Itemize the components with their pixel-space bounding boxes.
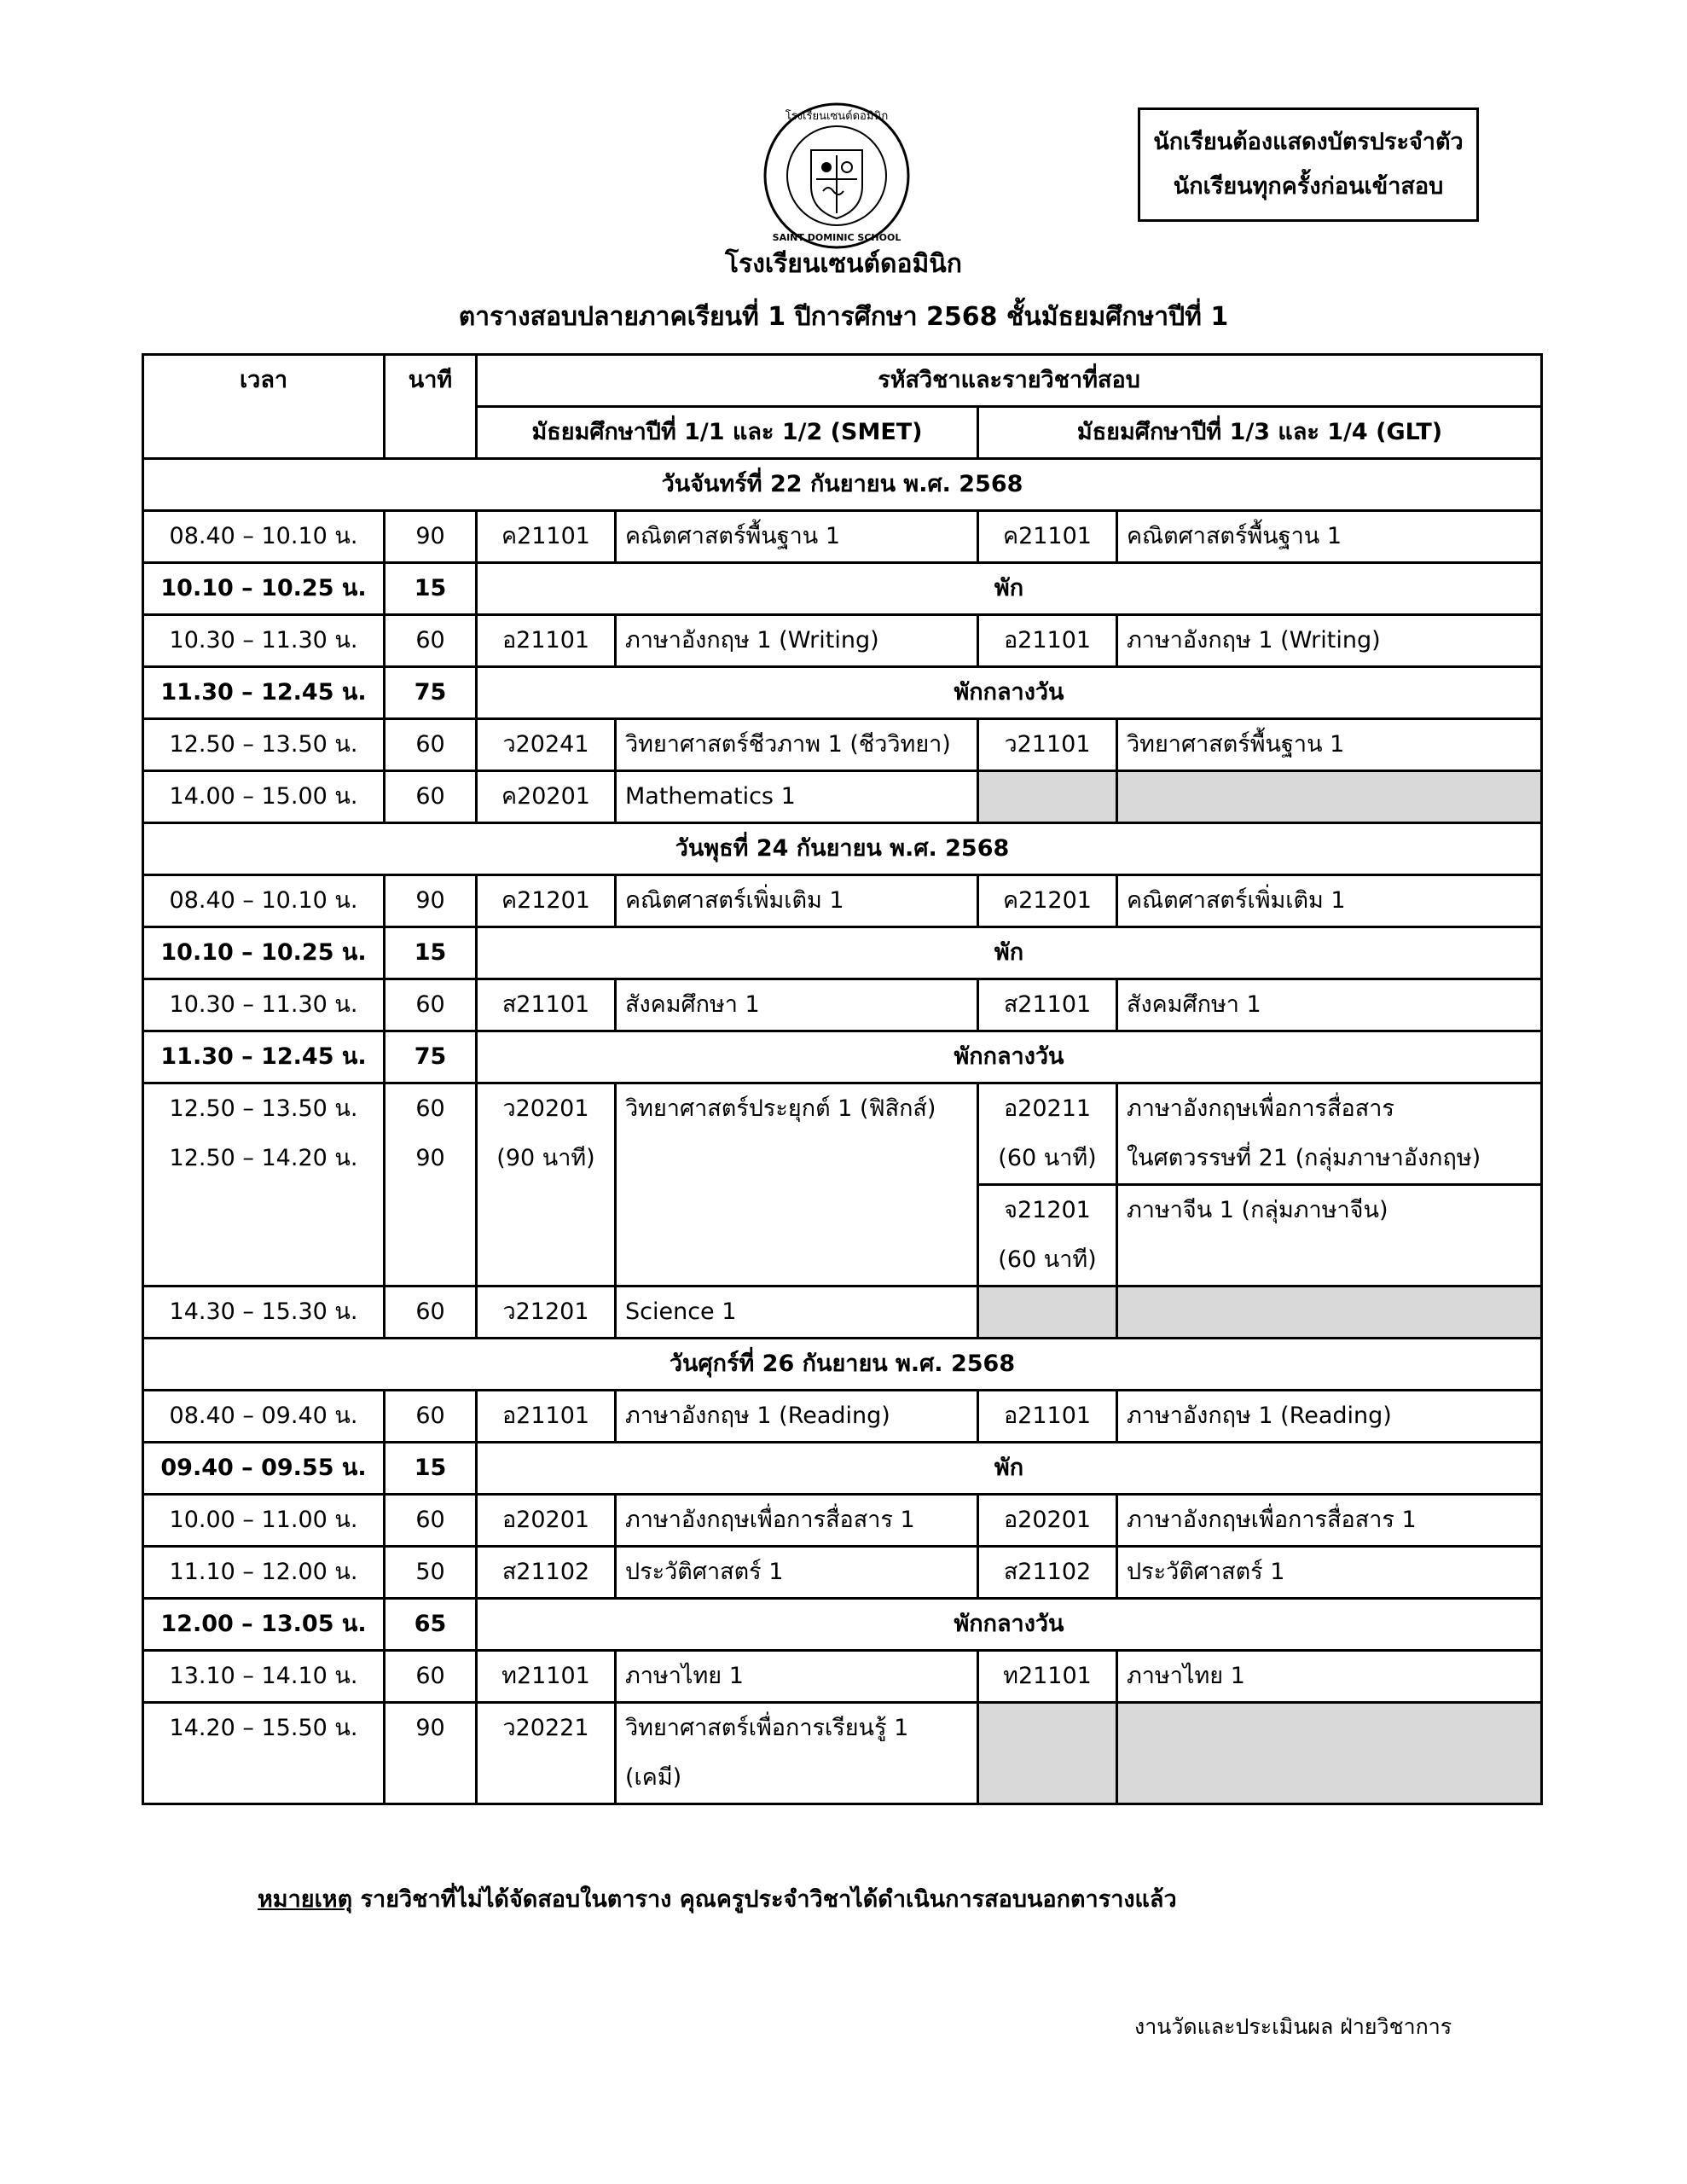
school-name: โรงเรียนเซนต์ดอมินิก	[725, 249, 962, 279]
time-cell: 10.30 – 11.30 น.	[143, 615, 385, 667]
break-label: พัก	[477, 1443, 1542, 1495]
subject-cell-b: ภาษาไทย 1	[1117, 1651, 1542, 1703]
id-card-notice	[1138, 107, 1479, 222]
subject-cell-b: สังคมศึกษา 1	[1117, 979, 1542, 1031]
subject-cell-a: สังคมศึกษา 1	[616, 979, 978, 1031]
minutes-cell: 60	[385, 1287, 477, 1339]
code-cell-a: อ21101	[477, 615, 616, 667]
time-cell: 10.00 – 11.00 น.	[143, 1495, 385, 1547]
table-row	[143, 875, 1542, 927]
school-logo	[762, 101, 912, 251]
subject-cell-a: ประวัติศาสตร์ 1	[616, 1547, 978, 1599]
time-cell: 12.50 – 13.50 น.	[143, 719, 385, 771]
code-cell-a	[477, 1083, 616, 1287]
day-label: วันจันทร์ที่ 22 กันยายน พ.ศ. 2568	[143, 459, 1542, 511]
day-row	[143, 823, 1542, 875]
subject-cell-b: ประวัติศาสตร์ 1	[1117, 1547, 1542, 1599]
code-cell-b: ค21201	[978, 875, 1117, 927]
code-cell-b	[978, 1083, 1117, 1185]
header-group-smet: มัธยมศึกษาปีที่ 1/1 และ 1/2 (SMET)	[477, 407, 978, 459]
time-cell: 13.10 – 14.10 น.	[143, 1651, 385, 1703]
minutes-cell: 90	[385, 875, 477, 927]
break-label: พักกลางวัน	[477, 667, 1542, 719]
code-cell-b: ท21101	[978, 1651, 1117, 1703]
code-cell-a: ส21102	[477, 1547, 616, 1599]
minutes-cell: 60	[385, 615, 477, 667]
minutes-line-2: 90	[415, 1145, 445, 1171]
subject-cell-b: คณิตศาสตร์เพิ่มเติม 1	[1117, 875, 1542, 927]
time-line-1: 12.50 – 13.50 น.	[169, 1095, 358, 1122]
subject-cell-a	[616, 1703, 978, 1804]
time-cell: 11.10 – 12.00 น.	[143, 1547, 385, 1599]
empty-cell	[978, 771, 1117, 823]
minutes-cell: 60	[385, 1651, 477, 1703]
minutes-cell: 60	[385, 1495, 477, 1547]
break-row	[143, 1599, 1542, 1651]
break-label: พักกลางวัน	[477, 1031, 1542, 1083]
time-cell: 10.10 – 10.25 น.	[143, 563, 385, 615]
subject-cell-a: Science 1	[616, 1287, 978, 1339]
empty-cell	[1117, 1703, 1542, 1804]
day-row	[143, 459, 1542, 511]
code-line-1: อ20211	[1003, 1095, 1092, 1122]
break-label: พัก	[477, 927, 1542, 979]
subject-cell-c: ภาษาจีน 1 (กลุ่มภาษาจีน)	[1117, 1185, 1542, 1287]
empty-cell	[978, 1703, 1117, 1804]
minutes-cell: 15	[385, 563, 477, 615]
time-cell: 12.00 – 13.05 น.	[143, 1599, 385, 1651]
time-cell: 10.10 – 10.25 น.	[143, 927, 385, 979]
minutes-cell: 60	[385, 719, 477, 771]
time-line-2: 12.50 – 14.20 น.	[169, 1145, 358, 1171]
time-cell: 08.40 – 09.40 น.	[143, 1391, 385, 1443]
minutes-cell: 65	[385, 1599, 477, 1651]
minutes-cell	[385, 1083, 477, 1287]
remark-label: หมายเหตุ	[258, 1886, 353, 1913]
subject-cell-b: วิทยาศาสตร์พื้นฐาน 1	[1117, 719, 1542, 771]
table-row	[143, 1391, 1542, 1443]
subject-cell-a: วิทยาศาสตร์ประยุกต์ 1 (ฟิสิกส์)	[616, 1083, 978, 1287]
subject-cell-a: Mathematics 1	[616, 771, 978, 823]
code-line-1: ว20201	[502, 1095, 589, 1122]
notice-line-2: นักเรียนทุกครั้งก่อนเข้าสอบ	[1173, 173, 1444, 200]
minutes-line-1: 60	[415, 1095, 445, 1122]
code-cell-b: อ21101	[978, 1391, 1117, 1443]
table-row	[143, 979, 1542, 1031]
code-cell-a: ว20241	[477, 719, 616, 771]
time-cell: 08.40 – 10.10 น.	[143, 875, 385, 927]
table-row	[143, 1287, 1542, 1339]
time-cell: 14.20 – 15.50 น.	[143, 1703, 385, 1804]
code-line-2: (90 นาที)	[496, 1145, 595, 1171]
code-cell-c	[978, 1185, 1117, 1287]
minutes-cell: 15	[385, 927, 477, 979]
code-cell-a: ค21201	[477, 875, 616, 927]
time-cell: 10.30 – 11.30 น.	[143, 979, 385, 1031]
break-label: พัก	[477, 563, 1542, 615]
remark	[258, 1880, 1177, 1917]
break-label: พักกลางวัน	[477, 1599, 1542, 1651]
header-subjects: รหัสวิชาและรายวิชาที่สอบ	[477, 355, 1542, 407]
schedule-title: ตารางสอบปลายภาคเรียนที่ 1 ปีการศึกษา 2568 ชั้นมัธยมศึกษาปีที่ 1	[458, 302, 1229, 332]
code-cell-a: ส21101	[477, 979, 616, 1031]
table-row	[143, 1703, 1542, 1804]
minutes-cell: 60	[385, 979, 477, 1031]
footer-department: งานวัดและประเมินผล ฝ่ายวิชาการ	[1134, 2014, 1452, 2039]
table-row	[143, 1547, 1542, 1599]
header-minutes: นาที	[385, 355, 477, 459]
code-cell-a: ค20201	[477, 771, 616, 823]
minutes-cell: 90	[385, 1703, 477, 1804]
subject-cell-a: วิทยาศาสตร์ชีวภาพ 1 (ชีววิทยา)	[616, 719, 978, 771]
table-row	[143, 1495, 1542, 1547]
subject-line-2: (เคมี)	[625, 1764, 682, 1791]
code-cell-b: ส21102	[978, 1547, 1117, 1599]
break-row	[143, 927, 1542, 979]
minutes-cell: 15	[385, 1443, 477, 1495]
subject-line-2: ในศตวรรษที่ 21 (กลุ่มภาษาอังกฤษ)	[1127, 1145, 1481, 1171]
subject-cell-b: ภาษาอังกฤษเพื่อการสื่อสาร 1	[1117, 1495, 1542, 1547]
subject-cell-a: คณิตศาสตร์พื้นฐาน 1	[616, 511, 978, 563]
minutes-cell: 60	[385, 1391, 477, 1443]
code-cell-a: ท21101	[477, 1651, 616, 1703]
day-label: วันศุกร์ที่ 26 กันยายน พ.ศ. 2568	[143, 1339, 1542, 1391]
code-cell-a: ค21101	[477, 511, 616, 563]
minutes-cell: 90	[385, 511, 477, 563]
exam-schedule-table	[142, 353, 1543, 1805]
notice-line-1: นักเรียนต้องแสดงบัตรประจำตัว	[1153, 129, 1464, 155]
table-row	[143, 615, 1542, 667]
code-cell-a: อ21101	[477, 1391, 616, 1443]
time-cell	[143, 1083, 385, 1287]
code-cell-b: ค21101	[978, 511, 1117, 563]
code-cell-b: ว21101	[978, 719, 1117, 771]
code-line-2: (60 นาที)	[998, 1246, 1097, 1273]
day-label: วันพุธที่ 24 กันยายน พ.ศ. 2568	[143, 823, 1542, 875]
logo-text-bottom: SAINT DOMINIC SCHOOL	[772, 232, 901, 243]
table-row	[143, 1083, 1542, 1185]
subject-cell-b: ภาษาอังกฤษ 1 (Reading)	[1117, 1391, 1542, 1443]
code-line-1: จ21201	[1004, 1197, 1091, 1223]
code-cell-b: อ20201	[978, 1495, 1117, 1547]
subject-cell-a: ภาษาอังกฤษ 1 (Writing)	[616, 615, 978, 667]
subject-line-1: ภาษาอังกฤษเพื่อการสื่อสาร	[1127, 1095, 1394, 1122]
remark-text: รายวิชาที่ไม่ได้จัดสอบในตาราง คุณครูประจำวิชาได้ดำเนินการสอบนอกตารางแล้ว	[352, 1886, 1177, 1913]
header-row	[143, 355, 1542, 407]
subject-cell-b	[1117, 1083, 1542, 1185]
header-group-glt: มัธยมศึกษาปีที่ 1/3 และ 1/4 (GLT)	[978, 407, 1542, 459]
time-cell: 11.30 – 12.45 น.	[143, 1031, 385, 1083]
table-row	[143, 1651, 1542, 1703]
day-row	[143, 1339, 1542, 1391]
code-cell-a: อ20201	[477, 1495, 616, 1547]
minutes-cell: 60	[385, 771, 477, 823]
table-row	[143, 719, 1542, 771]
minutes-cell: 75	[385, 1031, 477, 1083]
table-row	[143, 511, 1542, 563]
subject-cell-a: ภาษาอังกฤษเพื่อการสื่อสาร 1	[616, 1495, 978, 1547]
break-row	[143, 1031, 1542, 1083]
time-cell: 14.00 – 15.00 น.	[143, 771, 385, 823]
header-time: เวลา	[143, 355, 385, 459]
break-row	[143, 1443, 1542, 1495]
time-cell: 14.30 – 15.30 น.	[143, 1287, 385, 1339]
time-cell: 09.40 – 09.55 น.	[143, 1443, 385, 1495]
empty-cell	[978, 1287, 1117, 1339]
code-cell-b: ส21101	[978, 979, 1117, 1031]
subject-cell-a: ภาษาอังกฤษ 1 (Reading)	[616, 1391, 978, 1443]
subject-cell-a: ภาษาไทย 1	[616, 1651, 978, 1703]
table-row	[143, 771, 1542, 823]
code-line-2: (60 นาที)	[998, 1145, 1097, 1171]
break-row	[143, 563, 1542, 615]
break-row	[143, 667, 1542, 719]
time-cell: 08.40 – 10.10 น.	[143, 511, 385, 563]
subject-cell-b: คณิตศาสตร์พื้นฐาน 1	[1117, 511, 1542, 563]
logo-text-top: โรงเรียนเซนต์ดอมินิก	[785, 110, 889, 123]
code-cell-b: อ21101	[978, 615, 1117, 667]
subject-cell-b: ภาษาอังกฤษ 1 (Writing)	[1117, 615, 1542, 667]
time-cell: 11.30 – 12.45 น.	[143, 667, 385, 719]
empty-cell	[1117, 1287, 1542, 1339]
code-cell-a: ว20221	[477, 1703, 616, 1804]
minutes-cell: 50	[385, 1547, 477, 1599]
subject-cell-a: คณิตศาสตร์เพิ่มเติม 1	[616, 875, 978, 927]
empty-cell	[1117, 771, 1542, 823]
subject-line-1: วิทยาศาสตร์เพื่อการเรียนรู้ 1	[625, 1715, 909, 1741]
minutes-cell: 75	[385, 667, 477, 719]
code-cell-a: ว21201	[477, 1287, 616, 1339]
